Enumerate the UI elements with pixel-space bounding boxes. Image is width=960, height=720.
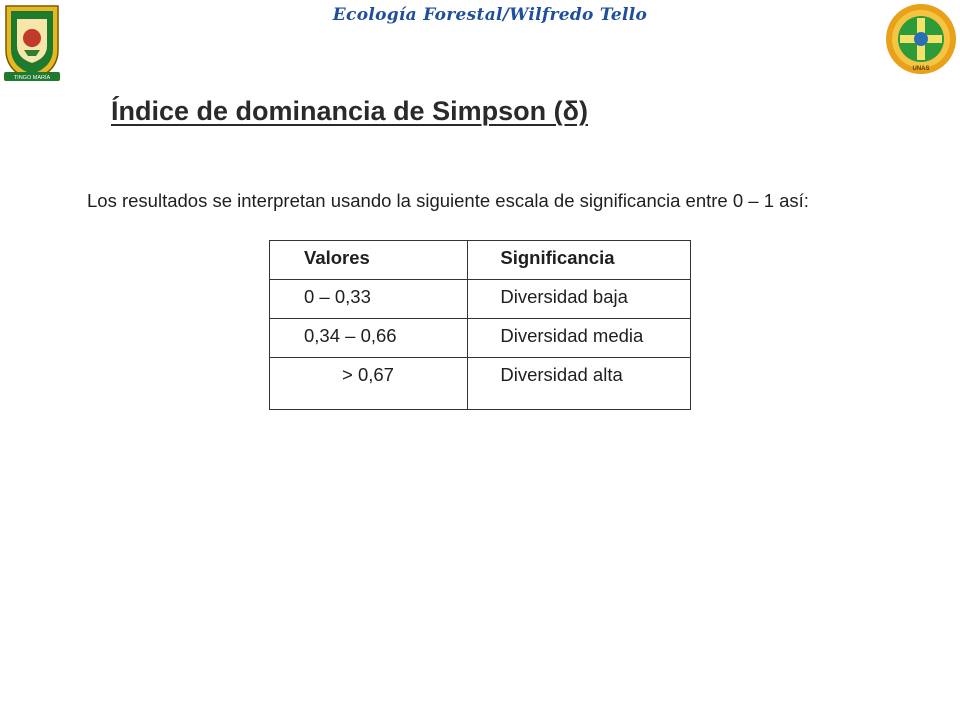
table-row [270, 358, 691, 410]
row-value: 0,34 – 0,66 [304, 325, 397, 346]
table-cell [468, 319, 691, 358]
table-cell [468, 358, 691, 410]
intro-text: Los resultados se interpretan usando la siguiente escala de significancia entre 0 – 1 así: [87, 190, 809, 211]
table-header-cell [468, 241, 691, 280]
table-row [270, 319, 691, 358]
row-meaning: Diversidad alta [500, 364, 623, 385]
crest-banner-text: TINGO MARÍA [13, 75, 51, 81]
header-significance: Significancia [500, 247, 615, 268]
table-cell [270, 319, 468, 358]
faculty-seal-icon [884, 2, 958, 76]
row-value: > 0,67 [342, 364, 394, 385]
table-cell [270, 280, 468, 319]
table-cell [270, 358, 468, 410]
table-header-cell [270, 241, 468, 280]
slide-title: Índice de dominancia de Simpson (δ) [111, 96, 588, 126]
table-header-row [270, 241, 691, 280]
row-meaning: Diversidad baja [500, 286, 628, 307]
significance-table [269, 240, 691, 410]
row-value: 0 – 0,33 [304, 286, 371, 307]
seal-label: UNAS [912, 66, 930, 72]
header-values: Valores [304, 247, 370, 268]
header-title: Ecología Forestal/Wilfredo Tello [332, 5, 648, 25]
row-meaning: Diversidad media [500, 325, 644, 346]
table-cell [468, 280, 691, 319]
table-row [270, 280, 691, 319]
